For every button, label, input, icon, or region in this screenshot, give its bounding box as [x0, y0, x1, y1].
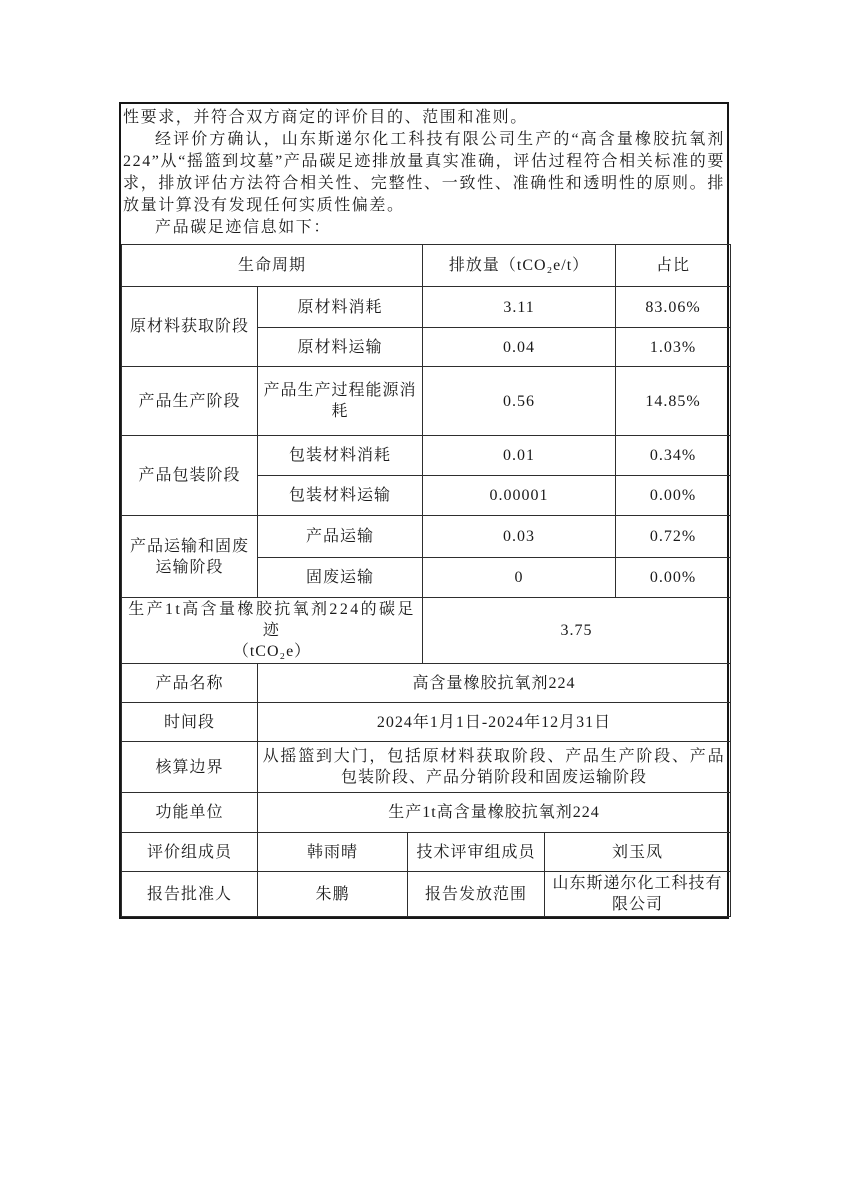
info-value: 生产1t高含量橡胶抗氧剂224 — [258, 793, 731, 833]
item-cell: 包装材料消耗 — [258, 436, 423, 476]
stage-label: 产品生产阶段 — [138, 392, 241, 410]
item-cell: 固废运输 — [258, 558, 423, 598]
info-row-boundary — [122, 742, 731, 793]
people-row-approver — [122, 872, 731, 917]
share-cell: 14.85% — [616, 367, 731, 436]
header-share: 占比 — [616, 245, 731, 287]
item-cell: 产品生产过程能源消耗 — [258, 367, 423, 436]
value-cell: 0.56 — [423, 367, 616, 436]
share-cell: 0.72% — [616, 516, 731, 558]
value-cell: 0.01 — [423, 436, 616, 476]
boundary-line1: 从摇篮到大门，包括原材料获取阶段、产品生产阶段、产品 — [262, 748, 726, 765]
people-row-evaluators — [122, 833, 731, 872]
paragraph-conclusion-tail: 性要求，并符合双方商定的评价目的、范围和准则。 — [123, 109, 528, 126]
total-row — [122, 598, 731, 664]
item-cell: 产品运输 — [258, 516, 423, 558]
people-label: 评价组成员 — [122, 833, 258, 872]
info-row-functional-unit — [122, 793, 731, 833]
info-row-time-period — [122, 703, 731, 742]
share-cell: 0.00% — [616, 558, 731, 598]
info-value: 高含量橡胶抗氧剂224 — [258, 664, 731, 703]
people-value: 刘玉凤 — [545, 833, 731, 872]
share-cell: 83.06% — [616, 287, 731, 328]
item-cell: 原材料消耗 — [258, 287, 423, 328]
value-cell: 0.03 — [423, 516, 616, 558]
content-frame — [119, 102, 729, 919]
paragraph-table-lead-in: 产品碳足迹信息如下： — [155, 219, 332, 236]
intro-text-block — [121, 104, 727, 244]
people-value: 山东斯递尔化工科技有限公司 — [545, 872, 731, 917]
item-cell: 包装材料运输 — [258, 476, 423, 516]
stage-cell-transport-waste — [122, 516, 258, 598]
stage-label: 产品包装阶段 — [138, 467, 241, 484]
header-lifecycle: 生命周期 — [122, 245, 423, 287]
header-emission: 排放量（tCO₂e/t） — [423, 245, 616, 287]
people-label: 报告批准人 — [122, 872, 258, 917]
stage-label: 产品运输和固废 — [129, 537, 249, 555]
people-label: 报告发放范围 — [408, 872, 545, 917]
total-label-line1: 生产1t高含量橡胶抗氧剂224的碳足迹 — [128, 601, 416, 639]
carbon-footprint-table — [121, 244, 731, 917]
stage-cell-production — [122, 367, 258, 436]
stage-cell-raw-material — [122, 287, 258, 367]
people-value: 韩雨晴 — [258, 833, 408, 872]
stage-cell-packaging — [122, 436, 258, 516]
item-cell: 原材料运输 — [258, 328, 423, 367]
info-label: 功能单位 — [122, 793, 258, 833]
info-row-product-name — [122, 664, 731, 703]
value-cell: 0.04 — [423, 328, 616, 367]
share-cell: 0.34% — [616, 436, 731, 476]
value-cell: 0 — [423, 558, 616, 598]
info-label: 时间段 — [122, 703, 258, 742]
info-value — [258, 742, 731, 793]
share-cell: 1.03% — [616, 328, 731, 367]
table-row — [122, 287, 731, 328]
people-label: 技术评审组成员 — [408, 833, 545, 872]
table-row — [122, 436, 731, 476]
paragraph-evaluation-statement: 经评价方确认，山东斯递尔化工科技有限公司生产的“高含量橡胶抗氧剂224”从“摇篮到坟墓”产品碳足迹排放量真实准确，评估过程符合相关标准的要求，排放评估方法符合相关性、完整性、一致性、准确性和透明性的原则。排放量计算没有发现任何实质性偏差。 — [123, 131, 725, 214]
table-row — [122, 367, 731, 436]
table-header-row — [122, 245, 731, 287]
table-row — [122, 516, 731, 558]
info-label: 核算边界 — [122, 742, 258, 793]
info-label: 产品名称 — [122, 664, 258, 703]
stage-label: 原材料获取阶段 — [129, 318, 249, 335]
value-cell: 3.11 — [423, 287, 616, 328]
share-cell: 0.00% — [616, 476, 731, 516]
stage-label: 运输阶段 — [155, 558, 224, 576]
people-value: 朱鹏 — [258, 872, 408, 917]
value-cell: 0.00001 — [423, 476, 616, 516]
boundary-line2: 包装阶段、产品分销阶段和固废运输阶段 — [341, 769, 648, 786]
total-label-line2: （tCO₂e） — [232, 643, 312, 660]
info-value: 2024年1月1日-2024年12月31日 — [258, 703, 731, 742]
total-value-cell: 3.75 — [423, 598, 731, 664]
total-label-cell — [122, 598, 423, 664]
